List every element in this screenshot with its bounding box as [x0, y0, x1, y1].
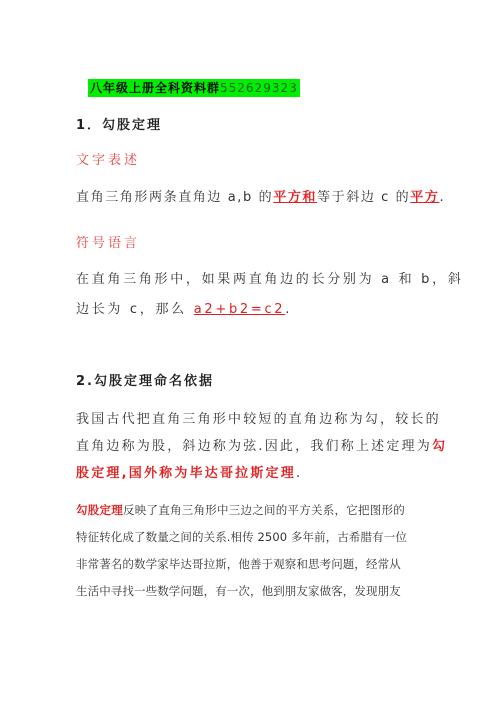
naming-line-1: 我国古代把直角三角形中较短的直角边称为勾，较长的 [76, 412, 441, 427]
text-statement-pre: 直角三角形两条直角边 a,b 的 [76, 190, 274, 205]
history-line-2: 特征转化成了数量之间的关系.相传 2500 多年前，古希腊有一位 [76, 530, 407, 544]
symbol-line-2-post: . [285, 302, 293, 317]
naming-line-3-red: 股定理,国外称为毕达哥拉斯定理 [76, 466, 296, 481]
naming-line-3-post: . [295, 466, 303, 481]
naming-line-2-red: 勾 [431, 439, 448, 454]
symbol-line-2-pre: 边长为 c，那么 [76, 302, 194, 317]
section2-heading: 2.勾股定理命名依据 [76, 374, 214, 389]
history-line-4: 生活中寻找一些数学问题，有一次，他到朋友家做客，发现朋友 [76, 584, 401, 598]
naming-line-2-pre: 直角边称为股，斜边称为弦.因此，我们称上述定理为 [76, 439, 432, 454]
group-banner [88, 79, 300, 97]
history-line-1-red: 勾股定理 [76, 503, 123, 517]
text-statement-em2: 平方 [410, 190, 440, 205]
text-statement-mid: 等于斜边 c 的 [317, 190, 411, 205]
history-line-1 [76, 500, 405, 520]
formula: a2+b2=c2 [193, 302, 286, 317]
symbol-language-label: 符号语言 [76, 236, 141, 251]
history-line-1-text: 反映了直角三角形中三边之间的平方关系，它把图形的 [123, 503, 405, 517]
symbol-line-2 [76, 300, 292, 320]
text-statement-label: 文字表述 [76, 153, 141, 168]
history-line-3: 非常著名的数学家毕达哥拉斯，他善于观察和思考问题，经常从 [76, 557, 401, 571]
text-statement-em1: 平方和 [273, 190, 318, 205]
banner-label: 八年级上册全科资料群 [90, 81, 221, 95]
text-statement [76, 188, 445, 208]
naming-line-2 [76, 437, 447, 457]
naming-line-3 [76, 464, 302, 484]
section1-heading: 1．勾股定理 [76, 118, 163, 133]
symbol-line-1: 在直角三角形中，如果两直角边的长分别为 a 和 b，斜 [76, 272, 464, 287]
banner-number: 552629323 [220, 81, 298, 95]
text-statement-post: . [439, 190, 446, 205]
